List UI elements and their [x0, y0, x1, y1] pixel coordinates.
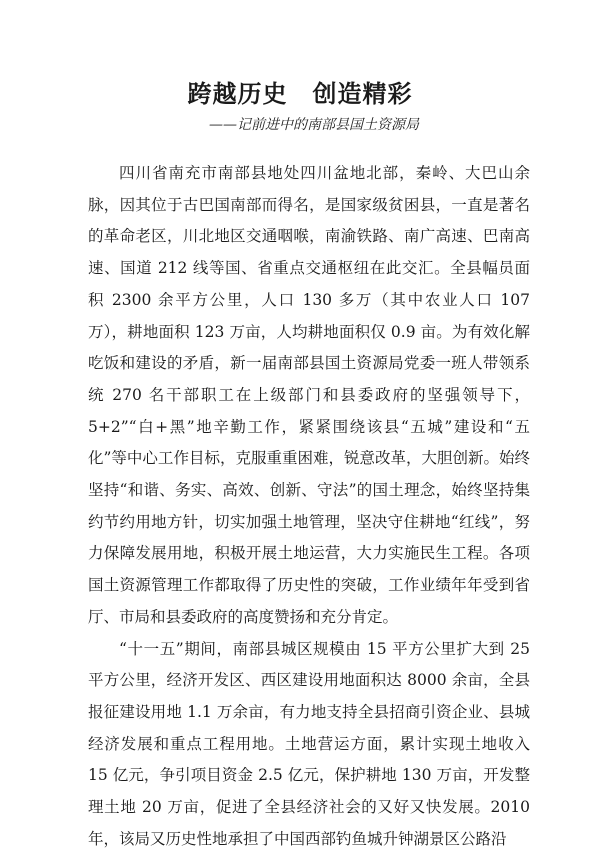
article-subtitle: ——记前进中的南部县国土资源局 [209, 117, 419, 133]
article-body [88, 158, 530, 855]
paragraph: 四川省南充市南部县地处四川盆地北部，秦岭、大巴山余脉，因其位于古巴国南部而得名，是国家级贫困县，一直是著名的革命老区，川北地区交通咽喉，南渝铁路、南广高速、巴南高速、国道 212 线等国、省重点交通枢纽在此交汇。全县幅员面积 2300 余平方公里，人口 130 多万（其中农业人口 107 万），耕地面积 123 万亩，人均耕地面积仅 0.9 亩。为有效化解吃饭和建设的矛盾，新一届南部县国土资源局党委一班人带领系统 270 名干部职工在上级部门和县委政府的坚强领导下，5+2”“白+黑”地辛勤工作，紧紧围绕该县“五城”建设和“五化”等中心工作目标，克服重重困难，锐意改革，大胆创新。始终坚持“和谐、务实、高效、创新、守法”的国土理念，始终坚持集约节约用地方针，切实加强土地管理，坚决守住耕地“红线”，努力保障发展用地，积极开展土地运营，大力实施民生工程。各项国土资源管理工作都取得了历史性的突破，工作业绩年年受到省厅、市局和县委政府的高度赞扬和充分肯定。 [88, 164, 530, 626]
paragraph: “十一五”期间，南部县城区规模由 15 平方公里扩大到 25 平方公里，经济开发区、西区建设用地面积达 8000 余亩，全县报征建设用地 1.1 万余亩，有力地支持全县招商引资企业、县城经济发展和重点工程用地。土地营运方面，累计实现土地收入 15 亿元，争引项目资金 2.5 亿元，保护耕地 130 万亩，开发整理土地 20 万亩，促进了全县经济社会的又好又快发展。2010 年，该局又历史性地承担了中国西部钓鱼城升钟湖景区公路沿 [88, 639, 530, 848]
article-title: 跨越历史 创造精彩 [187, 80, 413, 108]
